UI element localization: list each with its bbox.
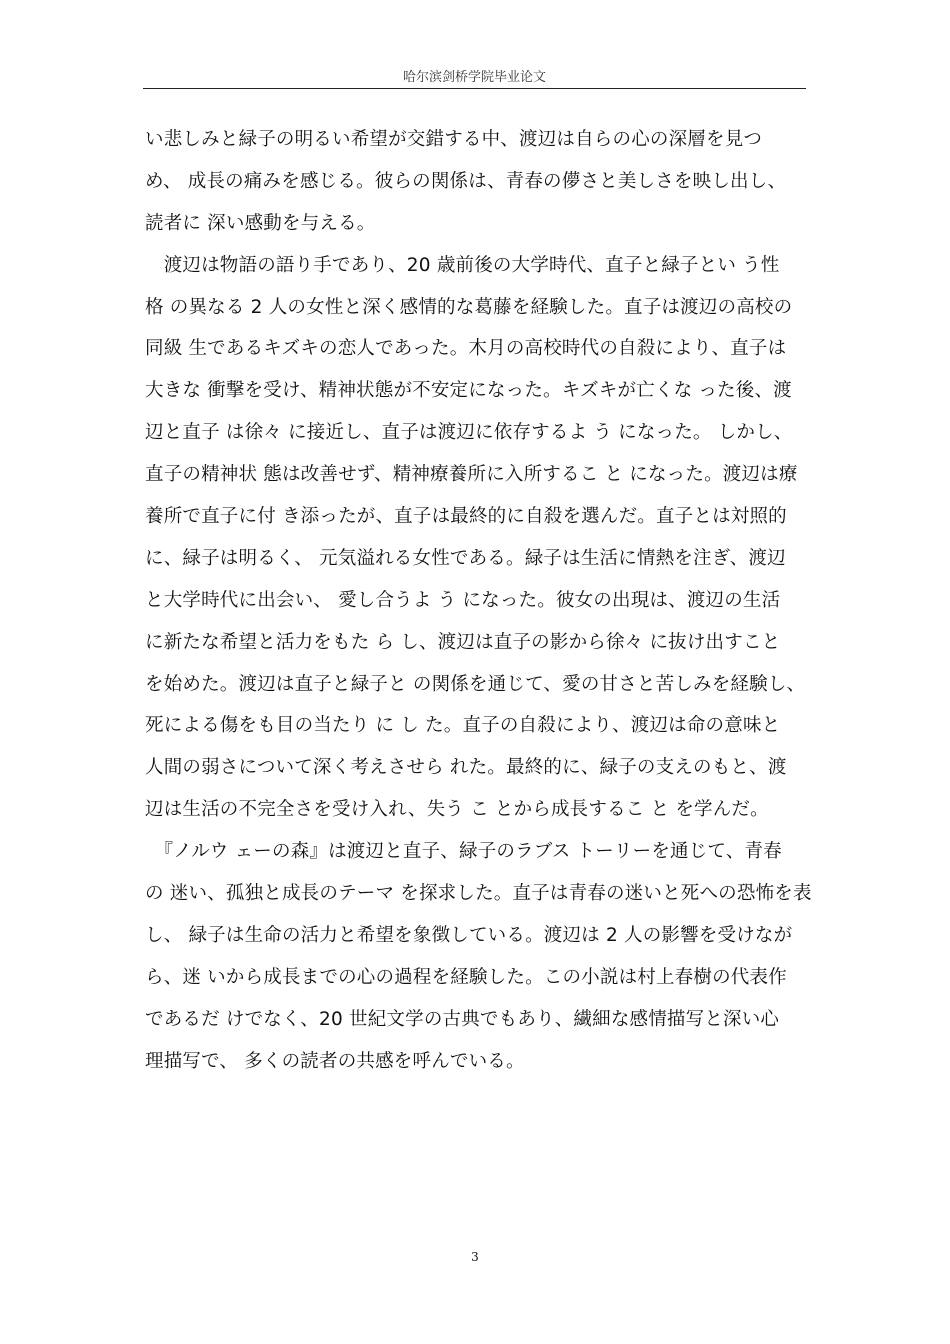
text-line: 読者に 深い感動を与える。 (145, 212, 376, 234)
text-line: 辺と直子 は徐々 に接近し、直子は渡辺に依存するよ う になった。 しかし、 (145, 422, 793, 444)
body-text (145, 124, 815, 1087)
text-line: 大きな 衝撃を受け、精神状態が不安定になった。キズキが亡くな った後、渡 (145, 380, 792, 402)
text-line: 渡辺は物語の語り手であり、20 歳前後の大学時代、直子と緑子とい う性 (145, 254, 780, 276)
text-line: 理描写で、 多くの読者の共感を呼んでいる。 (145, 1050, 525, 1072)
text-line: 同級 生であるキズキの恋人であった。木月の高校時代の自殺により、直子は (145, 338, 787, 360)
page-number: 3 (471, 1250, 479, 1264)
text-line: 養所で直子に付 き添ったが、直子は最終的に自殺を選んだ。直子とは対照的 (145, 506, 787, 528)
text-line: ら、迷 いから成長までの心の過程を経験した。この小説は村上春樹の代表作 (145, 966, 787, 988)
text-line: 人間の弱さについて深く考えさせら れた。最終的に、緑子の支えのもと、渡 (145, 757, 787, 779)
text-line: 格 の異なる 2 人の女性と深く感情的な葛藤を経験した。直子は渡辺の高校の (145, 296, 793, 318)
text-line: と大学時代に出会い、 愛し合うよ う になった。彼女の出現は、渡辺の生活 (145, 589, 781, 611)
text-line: し、 緑子は生命の活力と希望を象徴している。渡辺は 2 人の影響を受けなが (145, 924, 793, 946)
page-header: 哈尔滨剑桥学院毕业论文 (402, 70, 546, 85)
text-line: 直子の精神状 態は改善せず、精神療養所に入所するこ と になった。渡辺は療 (145, 464, 798, 486)
text-line: に新たな希望と活力をもた ら し、渡辺は直子の影から徐々 に抜け出すこと (145, 631, 781, 653)
text-line: い悲しみと緑子の明るい希望が交錯する中、渡辺は自らの心の深層を見つ (145, 129, 763, 150)
text-line: 辺は生活の不完全さを受け入れ、失う こ とから成長するこ と を学んだ。 (145, 799, 769, 821)
text-line: に、緑子は明るく、 元気溢れる女性である。緑子は生活に情熱を注ぎ、渡辺 (145, 547, 786, 569)
text-line: 『ノルウ ェーの森』は渡辺と直子、緑子のラブス トーリーを通じて、青春 (145, 841, 782, 863)
text-line: の 迷い、孤独と成長のテーマ を探求した。直子は青春の迷いと死への恐怖を表 (145, 883, 812, 905)
text-line: 死による傷をも目の当たり に し た。直子の自殺により、渡辺は命の意味と (145, 715, 781, 737)
header-rule (143, 88, 806, 89)
text-line: め、 成長の痛みを感じる。彼らの関係は、青春の儚さと美しさを映し出し、 (145, 170, 787, 192)
text-line: を始めた。渡辺は直子と緑子と の関係を通じて、愛の甘さと苦しみを経験し、 (145, 673, 806, 695)
text-line: であるだ けでなく、20 世紀文学の古典でもあり、繊細な感情描写と深い心 (145, 1008, 780, 1030)
